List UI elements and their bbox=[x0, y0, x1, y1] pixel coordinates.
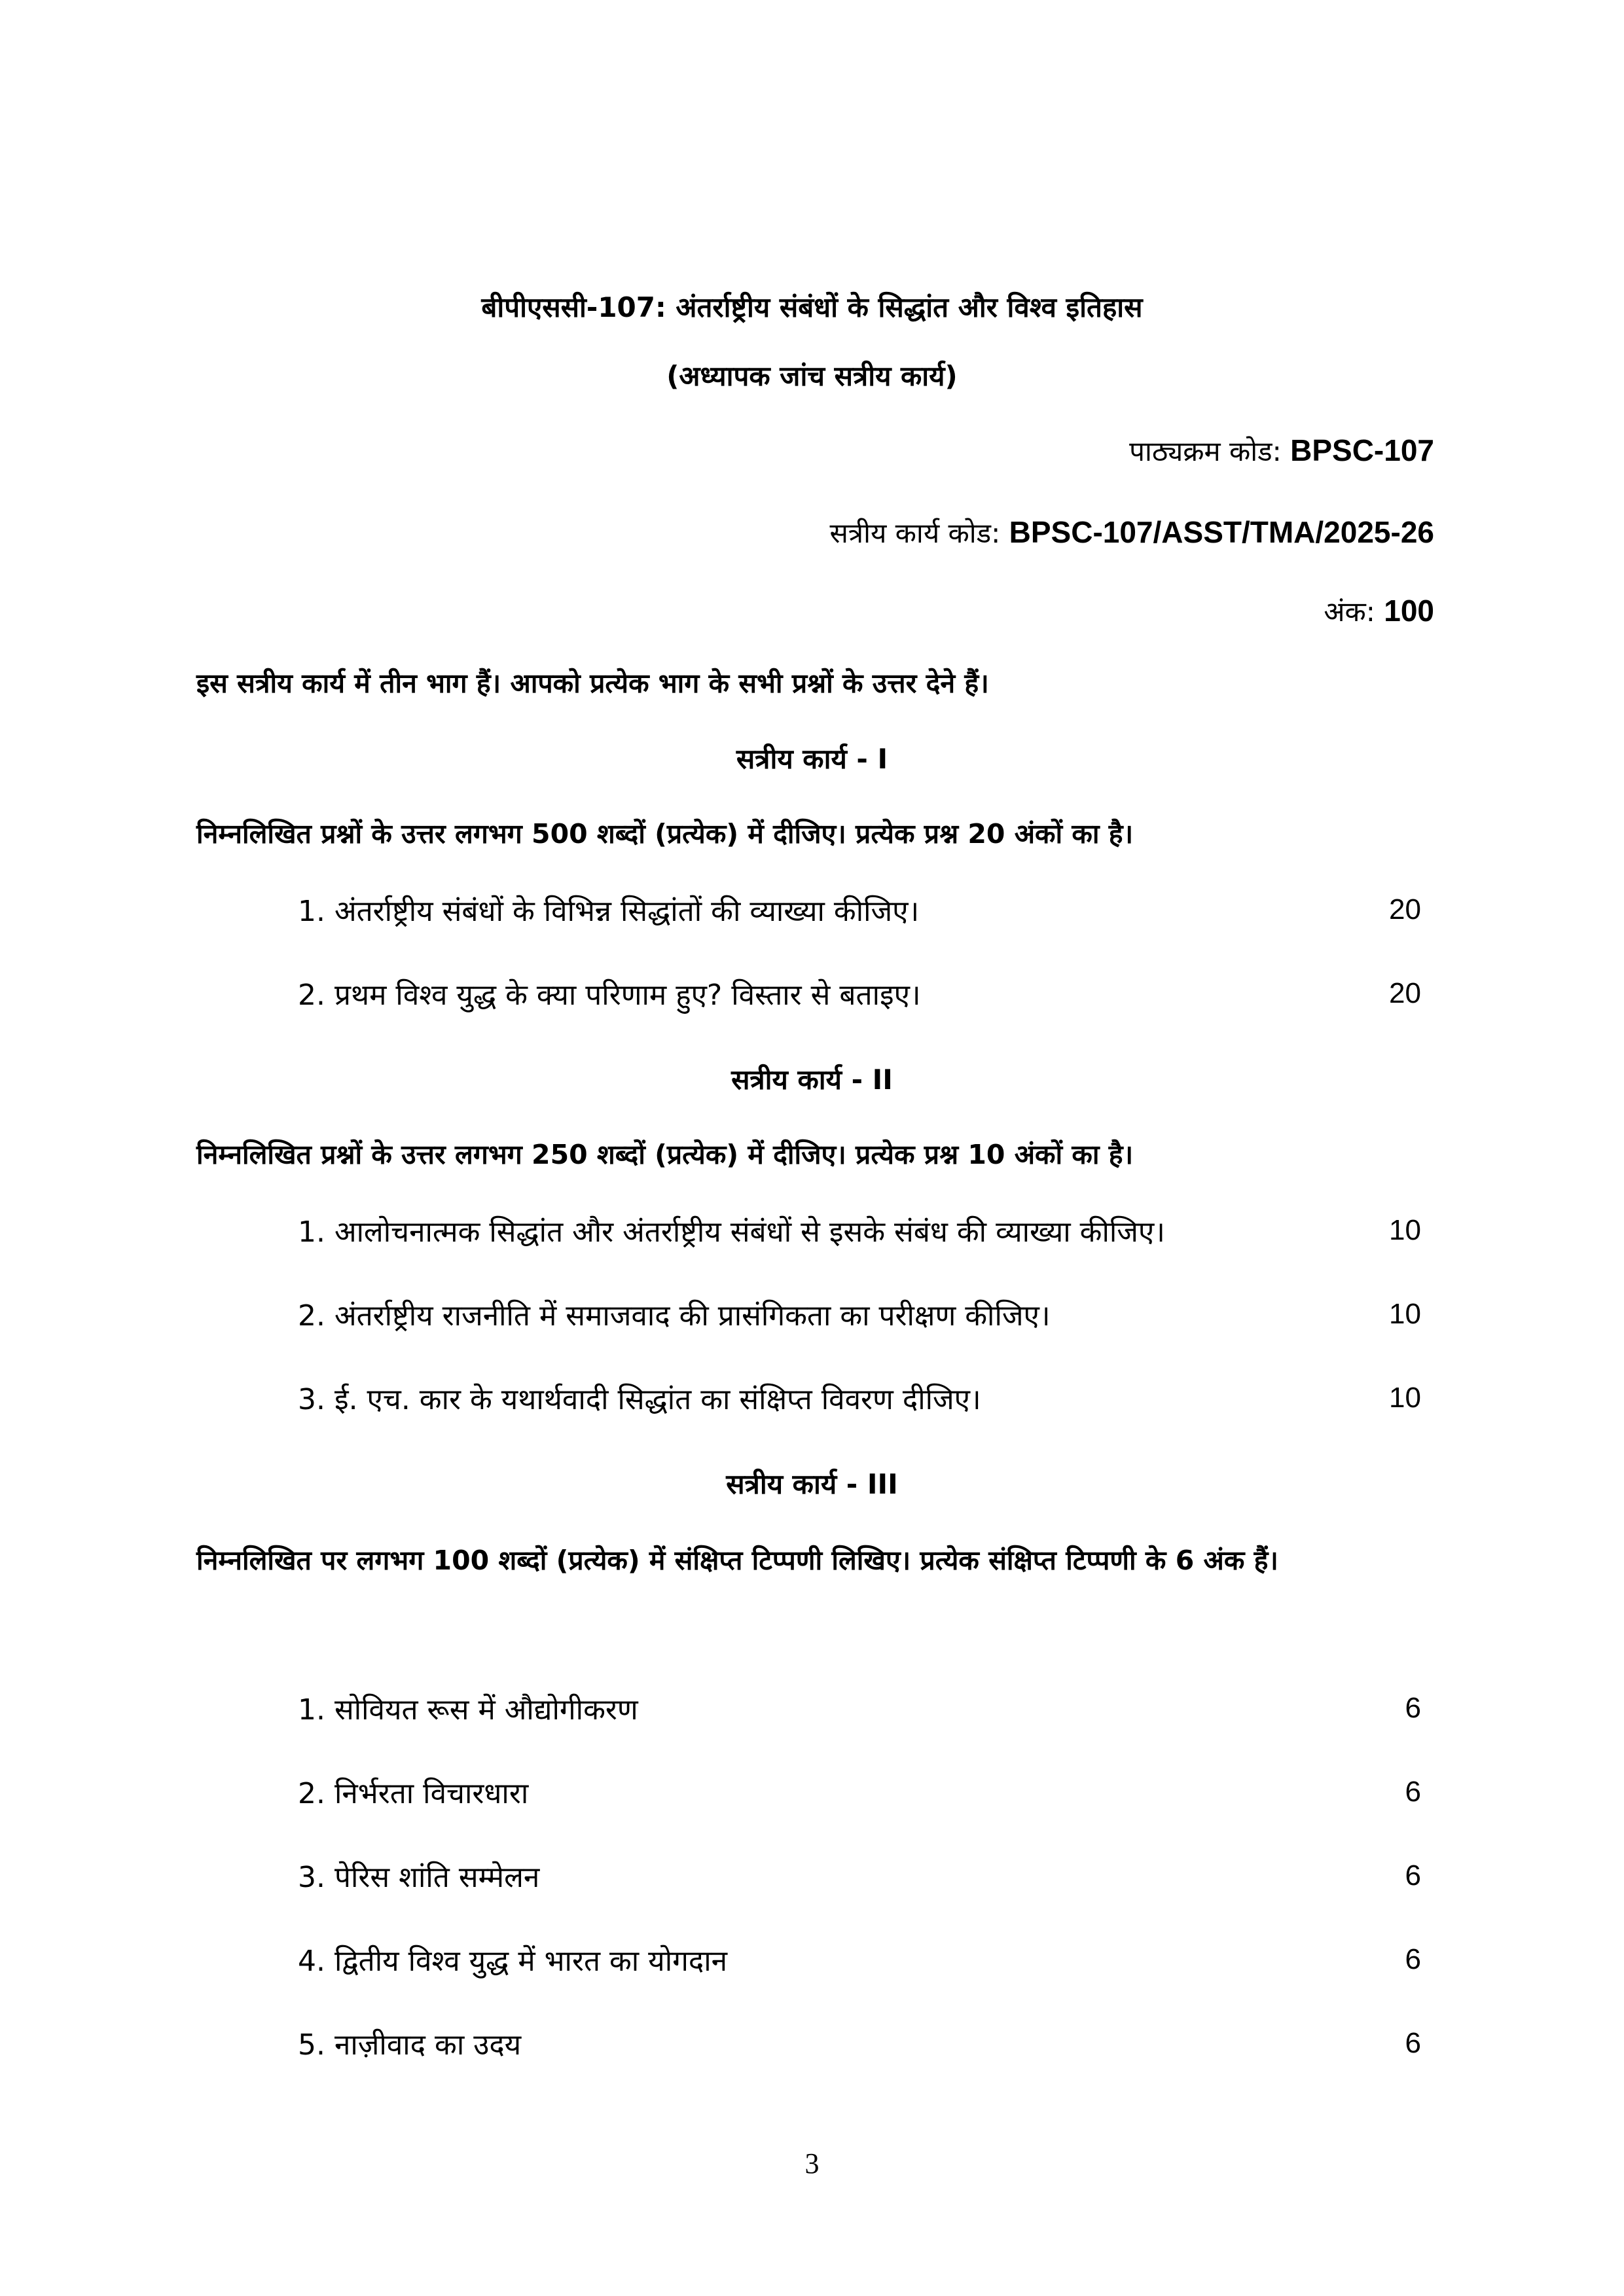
course-code bbox=[1129, 432, 1434, 469]
section-3-heading: सत्रीय कार्य - III bbox=[726, 1468, 898, 1500]
section-3-question-4: 4. द्वितीय विश्व युद्ध में भारत का योगदान bbox=[298, 1945, 728, 1978]
section-2-question-1: 1. आलोचनात्मक सिद्धांत और अंतर्राष्ट्रीय संबंधों से इसके संबंध की व्याख्या कीजिए। bbox=[298, 1215, 1165, 1249]
section-2-question-3-marks: 10 bbox=[1389, 1382, 1421, 1414]
section-2-heading: सत्रीय कार्य - II bbox=[731, 1064, 893, 1096]
section-1-question-1: 1. अंतर्राष्ट्रीय संबंधों के विभिन्न सिद्धांतों की व्याख्या कीजिए। bbox=[298, 895, 920, 928]
document-subtitle: (अध्यापक जांच सत्रीय कार्य) bbox=[666, 360, 958, 392]
total-marks-value: 100 bbox=[1384, 594, 1434, 628]
course-code-label: पाठ्यक्रम कोड: bbox=[1129, 435, 1282, 467]
section-3-question-3: 3. पेरिस शांति सम्मेलन bbox=[298, 1861, 540, 1894]
section-3-question-5: 5. नाज़ीवाद का उदय bbox=[298, 2028, 522, 2062]
section-2-question-2-marks: 10 bbox=[1389, 1298, 1421, 1330]
section-3-question-5-marks: 6 bbox=[1405, 2027, 1421, 2059]
section-1-question-2: 2. प्रथम विश्व युद्ध के क्या परिणाम हुए? विस्तार से बताइए। bbox=[298, 978, 921, 1012]
section-3-question-4-marks: 6 bbox=[1405, 1943, 1421, 1975]
section-2-instruction: निम्नलिखित प्रश्नों के उत्तर लगभग 250 शब्दों (प्रत्येक) में दीजिए। प्रत्येक प्रश्न 10 अंकों का है। bbox=[196, 1139, 1134, 1170]
page-number: 3 bbox=[804, 2147, 820, 2179]
section-3-question-2-marks: 6 bbox=[1405, 1776, 1421, 1808]
course-code-value: BPSC-107 bbox=[1290, 433, 1434, 467]
section-3-question-1: 1. सोवियत रूस में औद्योगीकरण bbox=[298, 1693, 638, 1727]
section-3-question-1-marks: 6 bbox=[1405, 1692, 1421, 1724]
section-1-question-2-marks: 20 bbox=[1389, 977, 1421, 1009]
general-instruction: इस सत्रीय कार्य में तीन भाग हैं। आपको प्रत्येक भाग के सभी प्रश्नों के उत्तर देने हैं। bbox=[196, 668, 989, 699]
section-2-question-1-marks: 10 bbox=[1389, 1214, 1421, 1246]
section-3-question-2: 2. निर्भरता विचारधारा bbox=[298, 1777, 529, 1810]
assignment-code-value: BPSC-107/ASST/TMA/2025-26 bbox=[1009, 515, 1434, 549]
section-1-instruction: निम्नलिखित प्रश्नों के उत्तर लगभग 500 शब्दों (प्रत्येक) में दीजिए। प्रत्येक प्रश्न 20 अंकों का है। bbox=[196, 818, 1134, 850]
assignment-code bbox=[830, 514, 1434, 551]
total-marks bbox=[1324, 592, 1434, 630]
section-3-question-3-marks: 6 bbox=[1405, 1859, 1421, 1892]
total-marks-label: अंक: bbox=[1324, 596, 1375, 628]
document-title: बीपीएससी-107: अंतर्राष्ट्रीय संबंधों के सिद्धांत और विश्व इतिहास bbox=[481, 291, 1143, 323]
section-3-instruction: निम्नलिखित पर लगभग 100 शब्दों (प्रत्येक) में संक्षिप्त टिप्पणी लिखिए। प्रत्येक संक्षिप्त टिप्पणी के 6 अंक हैं। bbox=[196, 1545, 1278, 1576]
section-2-question-3: 3. ई. एच. कार के यथार्थवादी सिद्धांत का संक्षिप्त विवरण दीजिए। bbox=[298, 1383, 981, 1416]
assignment-code-label: सत्रीय कार्य कोड: bbox=[829, 517, 1001, 549]
section-1-question-1-marks: 20 bbox=[1389, 893, 1421, 925]
section-2-question-2: 2. अंतर्राष्ट्रीय राजनीति में समाजवाद की प्रासंगिकता का परीक्षण कीजिए। bbox=[298, 1299, 1051, 1333]
section-1-heading: सत्रीय कार्य - I bbox=[736, 743, 888, 775]
